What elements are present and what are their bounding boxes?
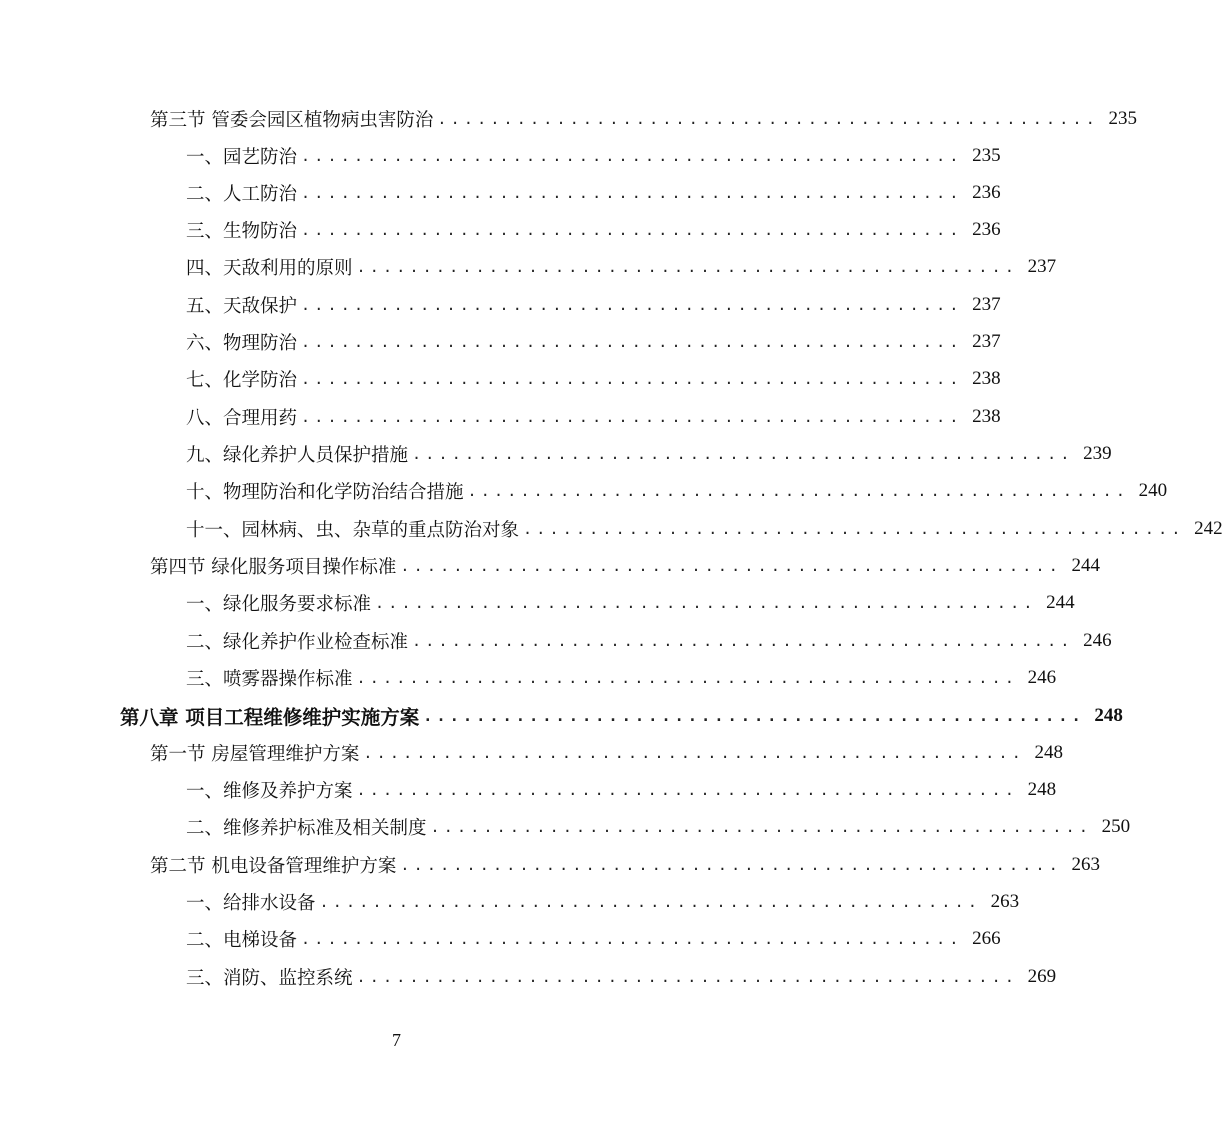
toc-entry-title: 二、绿化养护作业检查标准 [186, 632, 409, 653]
toc-entry-page: 242 [1194, 518, 1223, 539]
toc-entry-title: 八、合理用药 [186, 408, 298, 429]
toc-entry-item[interactable] [186, 251, 1057, 283]
toc-leader-dots: .................................................. [430, 818, 1093, 836]
toc-entry-title: 二、维修养护标准及相关制度 [186, 818, 427, 839]
toc-entry-section[interactable] [150, 737, 1063, 769]
toc-entry-item[interactable] [186, 214, 1001, 246]
toc-leader-dots: .................................................. [301, 221, 963, 239]
toc-leader-dots: .................................................. [356, 258, 1019, 276]
toc-entry-section[interactable] [150, 550, 1100, 582]
toc-entry-title: 十一、园林病、虫、杂草的重点防治对象 [186, 520, 520, 541]
toc-entry-title: 第一节 房屋管理维护方案 [150, 744, 360, 765]
toc-entry-title: 第四节 绿化服务项目操作标准 [150, 557, 397, 578]
toc-entry-title: 二、电梯设备 [186, 930, 298, 951]
toc-entry-title: 三、消防、监控系统 [186, 968, 353, 989]
toc-leader-dots: .................................................. [467, 482, 1130, 500]
toc-entry-item[interactable] [186, 363, 1001, 395]
toc-entry-page: 248 [1094, 705, 1123, 726]
toc-entry-page: 237 [972, 294, 1001, 315]
toc-entry-item[interactable] [186, 438, 1112, 470]
toc-leader-dots: .................................................. [301, 184, 963, 202]
toc-entry-page: 237 [972, 331, 1001, 352]
toc-leader-dots: .................................................. [301, 408, 963, 426]
page-number: 7 [392, 1030, 401, 1050]
toc-entry-page: 237 [1027, 256, 1057, 277]
toc-entry-page: 263 [1071, 854, 1100, 875]
toc-entry-item[interactable] [186, 923, 1001, 955]
toc-entry-section[interactable] [150, 103, 1137, 135]
toc-leader-dots: .................................................. [356, 669, 1019, 687]
toc-leader-dots: .................................................. [319, 893, 982, 911]
toc-entry-item[interactable] [186, 401, 1001, 433]
toc-entry-section[interactable] [150, 849, 1100, 881]
toc-entry-page: 263 [990, 891, 1020, 912]
toc-entry-title: 一、园艺防治 [186, 147, 298, 168]
toc-entry-title: 六、物理防治 [186, 333, 298, 354]
toc-entry-item[interactable] [186, 961, 1057, 993]
toc-leader-dots: .................................................. [423, 707, 1085, 725]
toc-entry-title: 十、物理防治和化学防治结合措施 [186, 482, 464, 503]
toc-entry-page: 266 [972, 928, 1001, 949]
toc-entry-title: 第三节 管委会园区植物病虫害防治 [150, 110, 434, 131]
toc-entry-title: 第八章 项目工程维修维护实施方案 [120, 706, 420, 729]
toc-entry-title: 一、绿化服务要求标准 [186, 594, 372, 615]
toc-entry-item[interactable] [186, 177, 1001, 209]
toc-entry-title: 七、化学防治 [186, 370, 298, 391]
toc-leader-dots: .................................................. [301, 333, 963, 351]
toc-leader-dots: .................................................. [301, 370, 963, 388]
toc-leader-dots: .................................................. [400, 557, 1062, 575]
toc-entry-page: 240 [1138, 480, 1168, 501]
toc-leader-dots: .................................................. [375, 594, 1037, 612]
toc-entry-page: 246 [1083, 630, 1112, 651]
toc-entry-page: 244 [1046, 592, 1075, 613]
toc-entry-title: 四、天敌利用的原则 [186, 258, 353, 279]
toc-entry-page: 236 [972, 182, 1001, 203]
toc-entry-page: 239 [1083, 443, 1112, 464]
toc-entry-page: 244 [1071, 555, 1100, 576]
toc-entry-page: 238 [972, 406, 1001, 427]
toc-leader-dots: .................................................. [301, 930, 963, 948]
toc-entry-item[interactable] [186, 662, 1057, 694]
toc-leader-dots: .................................................. [356, 968, 1019, 986]
toc-entry-title: 九、绿化养护人员保护措施 [186, 445, 409, 466]
toc-leader-dots: .................................................. [400, 856, 1062, 874]
toc-entry-title: 三、生物防治 [186, 221, 298, 242]
toc-entry-chapter[interactable] [120, 700, 1123, 732]
toc-entry-title: 二、人工防治 [186, 184, 298, 205]
toc-entry-item[interactable] [186, 587, 1075, 619]
toc-leader-dots: .................................................. [363, 744, 1025, 762]
toc-entry-title: 第二节 机电设备管理维护方案 [150, 856, 397, 877]
toc-leader-dots: .................................................. [412, 445, 1074, 463]
toc-entry-page: 238 [972, 368, 1001, 389]
toc-entry-item[interactable] [186, 289, 1001, 321]
toc-entry-page: 269 [1027, 966, 1057, 987]
toc-leader-dots: .................................................. [412, 632, 1074, 650]
toc-entry-page: 248 [1034, 742, 1063, 763]
toc-entry-page: 250 [1101, 816, 1131, 837]
toc-leader-dots: .................................................. [437, 110, 1099, 128]
toc-entry-item[interactable] [186, 774, 1057, 806]
toc-entry-title: 一、维修及养护方案 [186, 781, 353, 802]
toc-entry-item[interactable] [186, 886, 1020, 918]
toc-leader-dots: .................................................. [301, 296, 963, 314]
toc-entry-page: 236 [972, 219, 1001, 240]
toc-entry-page: 235 [1108, 108, 1137, 129]
toc-entry-title: 三、喷雾器操作标准 [186, 669, 353, 690]
toc-entry-title: 五、天敌保护 [186, 296, 298, 317]
toc-entry-item[interactable] [186, 513, 1223, 545]
toc-leader-dots: .................................................. [301, 147, 963, 165]
toc-entry-item[interactable] [186, 475, 1168, 507]
toc-entry-item[interactable] [186, 326, 1001, 358]
toc-leader-dots: .................................................. [523, 520, 1185, 538]
toc-entry-page: 248 [1027, 779, 1057, 800]
toc-entry-item[interactable] [186, 625, 1112, 657]
toc-entry-title: 一、给排水设备 [186, 893, 316, 914]
toc-entry-page: 246 [1027, 667, 1057, 688]
toc-leader-dots: .................................................. [356, 781, 1019, 799]
toc-entry-item[interactable] [186, 811, 1131, 843]
toc-entry-item[interactable] [186, 140, 1001, 172]
toc-entry-page: 235 [972, 145, 1001, 166]
